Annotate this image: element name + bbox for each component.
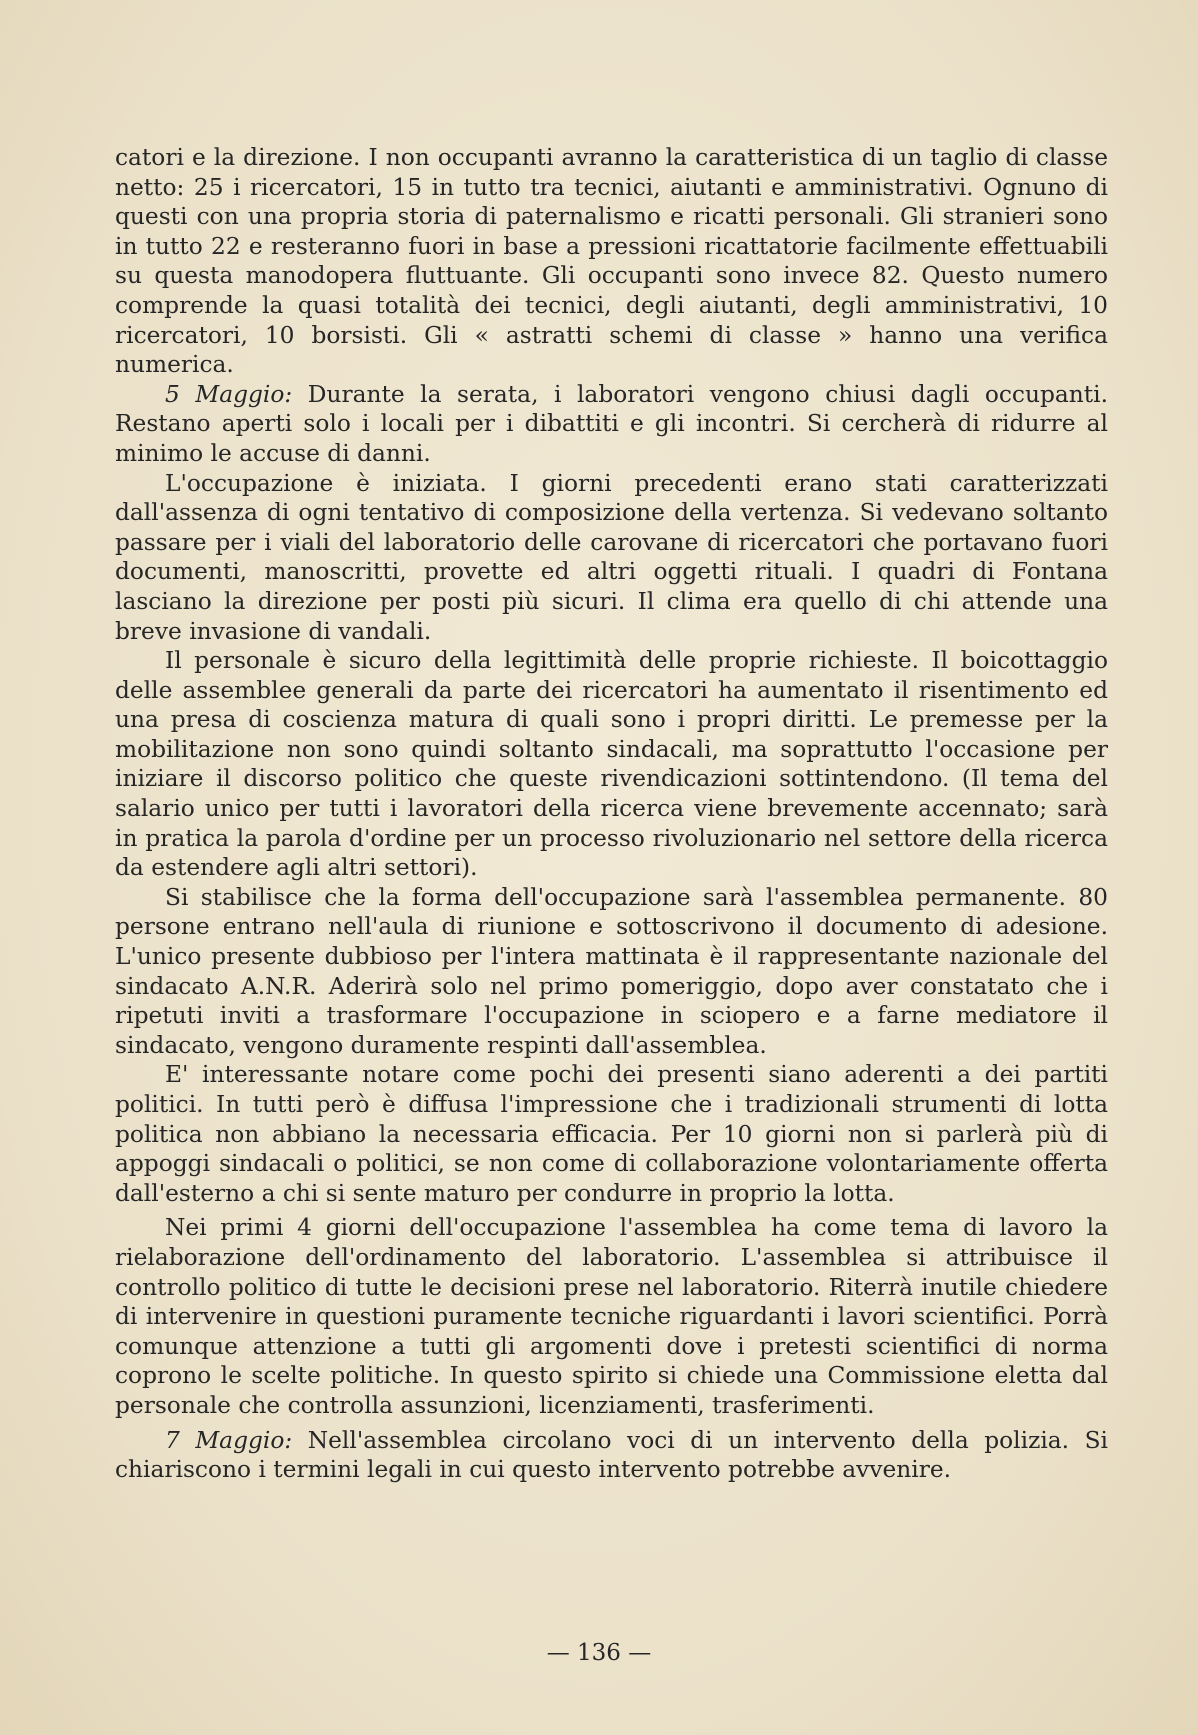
paragraph-7-maggio: 7 Maggio: Nell'assemblea circolano voci di un intervento della polizia. Si chiariscono i termini legali in cui questo intervento potrebbe avvenire. [115, 1426, 1109, 1484]
paragraph-assemblea-permanente: Si stabilisce che la forma dell'occupazione sarà l'assemblea permanente. 80 persone entrano nell'aula di riunione e sottoscrivono il documento di adesione. L'unico presente dubbioso per l'intera mattinata è il rappresentante nazionale del sindacato A.N.R. Aderirà solo nel primo pomeriggio, dopo aver constatato che i ripetuti inviti a trasformare l'occupazione in sciopero e a farne mediatore il sindacato, vengono duramente respinti dall'assemblea. [115, 883, 1108, 1059]
paragraph-personale: Il personale è sicuro della legittimità delle proprie richieste. Il boicottaggio delle assemblee generali da parte dei ricercatori ha aumentato il risentimento ed una presa di coscienza matura di quali sono i propri diritti. Le premesse per la mobilitazione non sono quindi soltanto sindacali, ma soprattutto l'occasione per iniziare il discorso politico che queste rivendicazioni sottintendono. (Il tema del salario unico per tutti i lavoratori della ricerca viene brevemente accennato; sarà in pratica la parola d'ordine per un processo rivoluzionario nel settore della ricerca da estendere agli altri settori). [115, 647, 1108, 882]
page-number: — 136 — [546, 1640, 652, 1666]
paragraph-partiti-politici: E' interessante notare come pochi dei presenti siano aderenti a dei partiti politici. In tutti però è diffusa l'impressione che i tradizionali strumenti di lotta politica non abbiano la necessaria efficacia. Per 10 giorni non si parlerà più di appoggi sindacali o politici, se non come di collaborazione volontariamente offerta dall'esterno a chi si sente maturo per condurre in proprio la lotta. [115, 1061, 1108, 1207]
paragraph-continuation: catori e la direzione. I non occupanti avranno la caratteristica di un taglio di classe netto: 25 i ricercatori, 15 in tutto tra tecnici, aiutanti e amministrativi. Ognuno di questi con una propria storia di paternalismo e ricatti personali. Gli stranieri sono in tutto 22 e resteranno fuori in base a pressioni ricattatorie facilmente effettuabili su questa manodopera fluttuante. Gli occupanti sono invece 82. Questo numero comprende la quasi totalità dei tecnici, degli aiutanti, degli amministrativi, 10 ricercatori, 10 borsisti. Gli « astratti schemi di classe » hanno una verifica numerica. [115, 144, 1108, 379]
body-text [115, 143, 1108, 1485]
date-label: 5 Maggio: [165, 380, 293, 408]
date-label: 7 Maggio: [165, 1426, 293, 1454]
paragraph-primi-giorni: Nei primi 4 giorni dell'occupazione l'assemblea ha come tema di lavoro la rielaborazione dell'ordinamento del laboratorio. L'assemblea si attribuisce il controllo politico di tutte le decisioni prese nel laboratorio. Riterrà inutile chiedere di intervenire in questioni puramente tecniche riguardanti i lavori scientifici. Porrà comunque attenzione a tutti gli argomenti dove i pretesti scientifici di norma coprono le scelte politiche. In questo spirito si chiede una Commissione eletta dal personale che controlla assunzioni, licenziamenti, trasferimenti. [115, 1214, 1108, 1419]
paragraph-5-maggio: 5 Maggio: Durante la serata, i laboratori vengono chiusi dagli occupanti. Restano aperti solo i locali per i dibattiti e gli incontri. Si cercherà di ridurre al minimo le accuse di danni. [115, 380, 1108, 467]
paragraph-occupazione-iniziata: L'occupazione è iniziata. I giorni precedenti erano stati caratterizzati dall'assenza di ogni tentativo di composizione della vertenza. Si vedevano soltanto passare per i viali del laboratorio delle carovane di ricercatori che portavano fuori documenti, manoscritti, provette ed altri oggetti rituali. I quadri di Fontana lasciano la direzione per posti più sicuri. Il clima era quello di chi attende una breve invasione di vandali. [115, 469, 1108, 645]
